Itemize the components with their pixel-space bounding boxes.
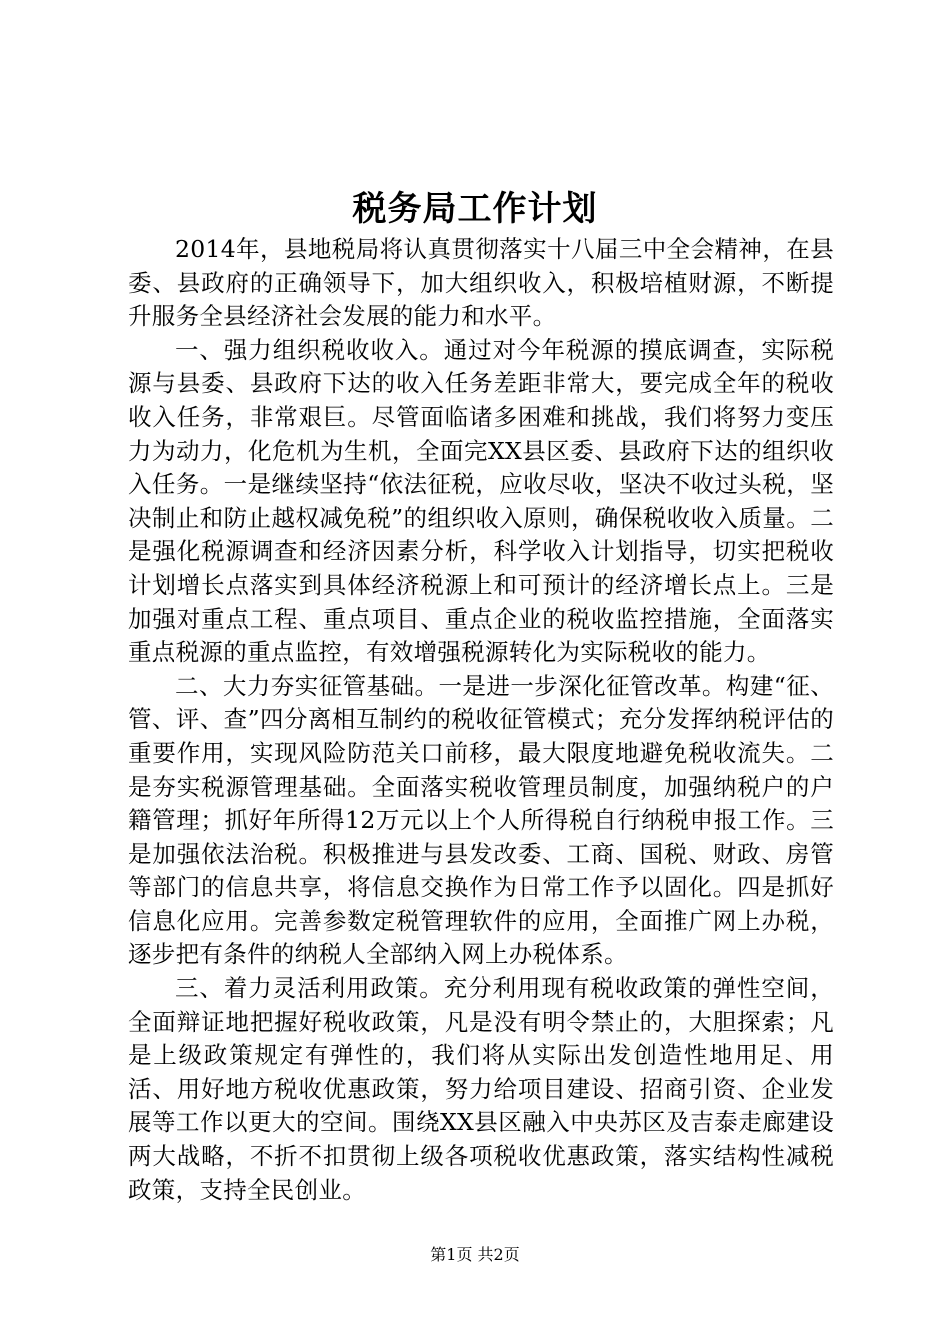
document-body <box>128 233 834 1207</box>
paragraph-intro: 2014年，县地税局将认真贯彻落实十八届三中全会精神，在县委、县政府的正确领导下，加大组织收入，积极培植财源，不断提升服务全县经济社会发展的能力和水平。 <box>128 235 834 331</box>
paragraph-section-3: 三、着力灵活利用政策。充分利用现有税收政策的弹性空间，全面辩证地把握好税收政策，凡是没有明令禁止的，大胆探索；凡是上级政策规定有弹性的，我们将从实际出发创造性地用足、用活、用好地方税收优惠政策，努力给项目建设、招商引资、企业发展等工作以更大的空间。围绕XX县区融入中央苏区及吉泰走廊建设两大战略，不折不扣贯彻上级各项税收优惠政策，落实结构性减税政策，支持全民创业。 <box>128 974 834 1204</box>
paragraph-section-1: 一、强力组织税收收入。通过对今年税源的摸底调查，实际税源与县委、县政府下达的收入任务差距非常大，要完成全年的税收收入任务，非常艰巨。尽管面临诸多困难和挑战，我们将努力变压力为动力，化危机为生机，全面完XX县区委、县政府下达的组织收入任务。一是继续坚持“依法征税，应收尽收，坚决不收过头税，坚决制止和防止越权减免税”的组织收入原则，确保税收收入质量。二是强化税源调查和经济因素分析，科学收入计划指导，切实把税收计划增长点落实到具体经济税源上和可预计的经济增长点上。三是加强对重点工程、重点项目、重点企业的税收监控措施，全面落实重点税源的重点监控，有效增强税源转化为实际税收的能力。 <box>128 335 834 667</box>
document-title: 税务局工作计划 <box>352 189 598 229</box>
page-number-footer: 第1页 共2页 <box>430 1245 520 1264</box>
paragraph-section-2: 二、大力夯实征管基础。一是进一步深化征管改革。构建“征、管、评、查”四分离相互制约的税收征管模式；充分发挥纳税评估的重要作用，实现风险防范关口前移，最大限度地避免税收流失。二是夯实税源管理基础。全面落实税收管理员制度，加强纳税户的户籍管理；抓好年所得12万元以上个人所得税自行纳税申报工作。三是加强依法治税。积极推进与县发改委、工商、国税、财政、房管等部门的信息共享，将信息交换作为日常工作予以固化。四是抓好信息化应用。完善参数定税管理软件的应用，全面推广网上办税，逐步把有条件的纳税人全部纳入网上办税体系。 <box>128 671 834 969</box>
